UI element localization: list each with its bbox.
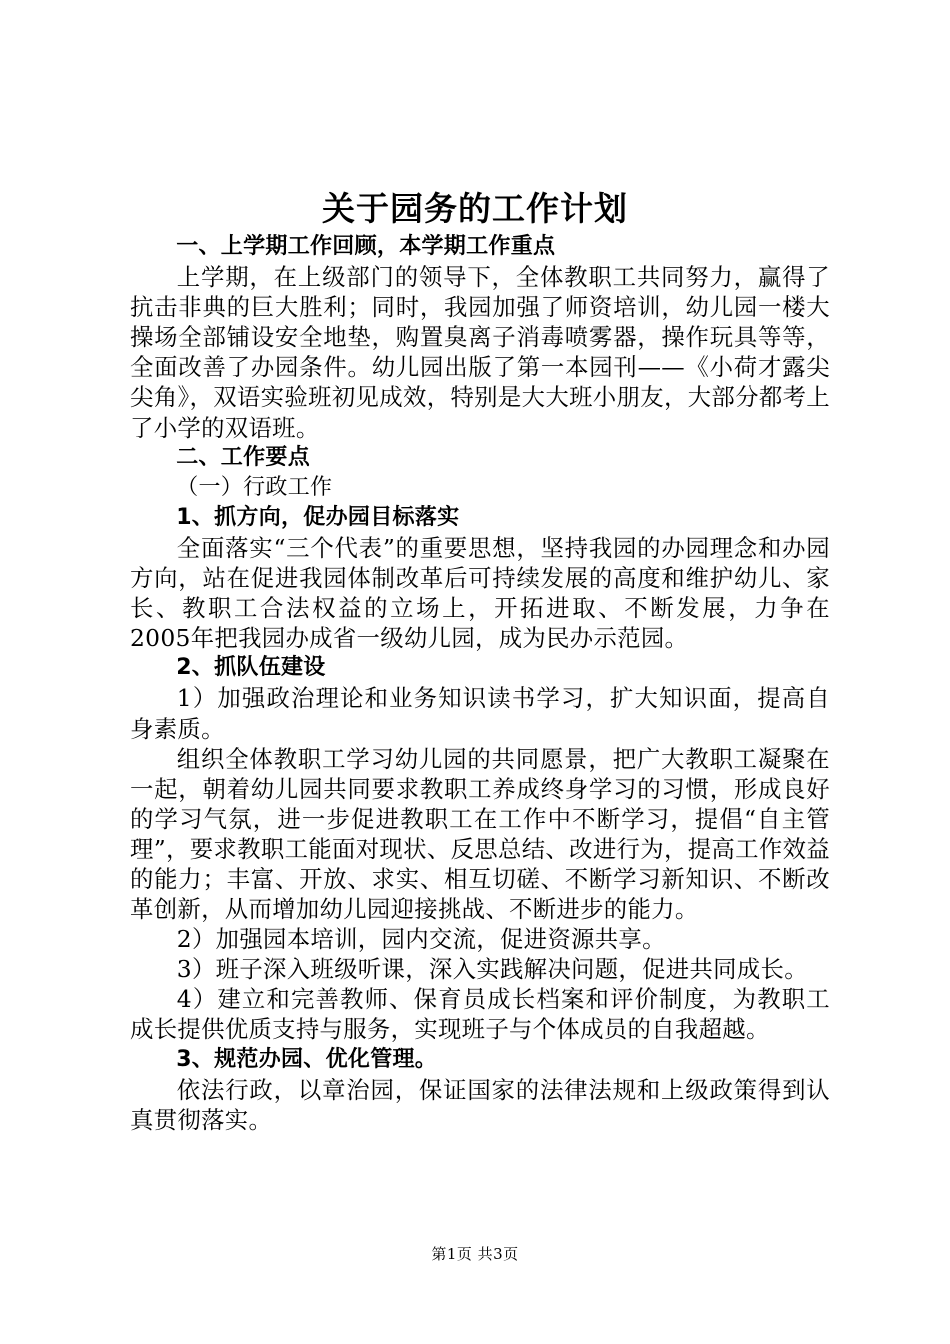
paragraph: 全面落实“三个代表”的重要思想，坚持我园的办园理念和办园方向，站在促进我园体制改革后可持续发展的高度和维护幼儿、家长、教职工合法权益的立场上，开拓进取、不断发展，力争在2005年把我园办成省一级幼儿园，成为民办示范园。	[130, 533, 830, 653]
section-heading: 二、工作要点	[176, 444, 310, 470]
paragraph: 3）班子深入班级听课，深入实践解决问题，促进共同成长。	[176, 955, 808, 984]
item-heading: 2、抓队伍建设	[176, 655, 326, 681]
page-footer: 第1页 共3页	[431, 1245, 519, 1263]
paragraph: 上学期，在上级部门的领导下，全体教职工共同努力，赢得了抗击非典的巨大胜利；同时，我园加强了师资培训，幼儿园一楼大操场全部铺设安全地垫，购置臭离子消毒喷雾器，操作玩具等等，全面改善了办园条件。幼儿园出版了第一本园刊——《小荷才露尖尖角》，双语实验班初见成效，特别是大大班小朋友，大部分都考上了小学的双语班。	[130, 263, 830, 442]
paragraph: 依法行政，以章治园，保证国家的法律法规和上级政策得到认真贯彻落实。	[130, 1075, 830, 1134]
section-heading: 一、上学期工作回顾，本学期工作重点	[176, 234, 556, 259]
paragraph: 1）加强政治理论和业务知识读书学习，扩大知识面，提高自身素质。	[130, 684, 830, 743]
item-heading: 1、抓方向，促办园目标落实	[176, 504, 460, 530]
document-title: 关于园务的工作计划	[322, 189, 628, 228]
document-body	[130, 232, 830, 1135]
paragraph: 组织全体教职工学习幼儿园的共同愿景，把广大教职工凝聚在一起，朝着幼儿园共同要求教职工养成终身学习的习惯，形成良好的学习气氛，进一步促进教职工在工作中不断学习，提倡“自主管理”，要求教职工能面对现状、反思总结、改进行为，提高工作效益的能力；丰富、开放、求实、相互切磋、不断学习新知识、不断改革创新，从而增加幼儿园迎接挑战、不断进步的能力。	[130, 744, 830, 924]
paragraph: 4）建立和完善教师、保育员成长档案和评价制度，为教职工成长提供优质支持与服务，实现班子与个体成员的自我超越。	[130, 985, 830, 1044]
item-heading: 3、规范办园、优化管理。	[176, 1046, 438, 1072]
paragraph: 2）加强园本培训，园内交流，促进资源共享。	[176, 925, 666, 954]
subsection-heading: （一）行政工作	[176, 474, 333, 500]
